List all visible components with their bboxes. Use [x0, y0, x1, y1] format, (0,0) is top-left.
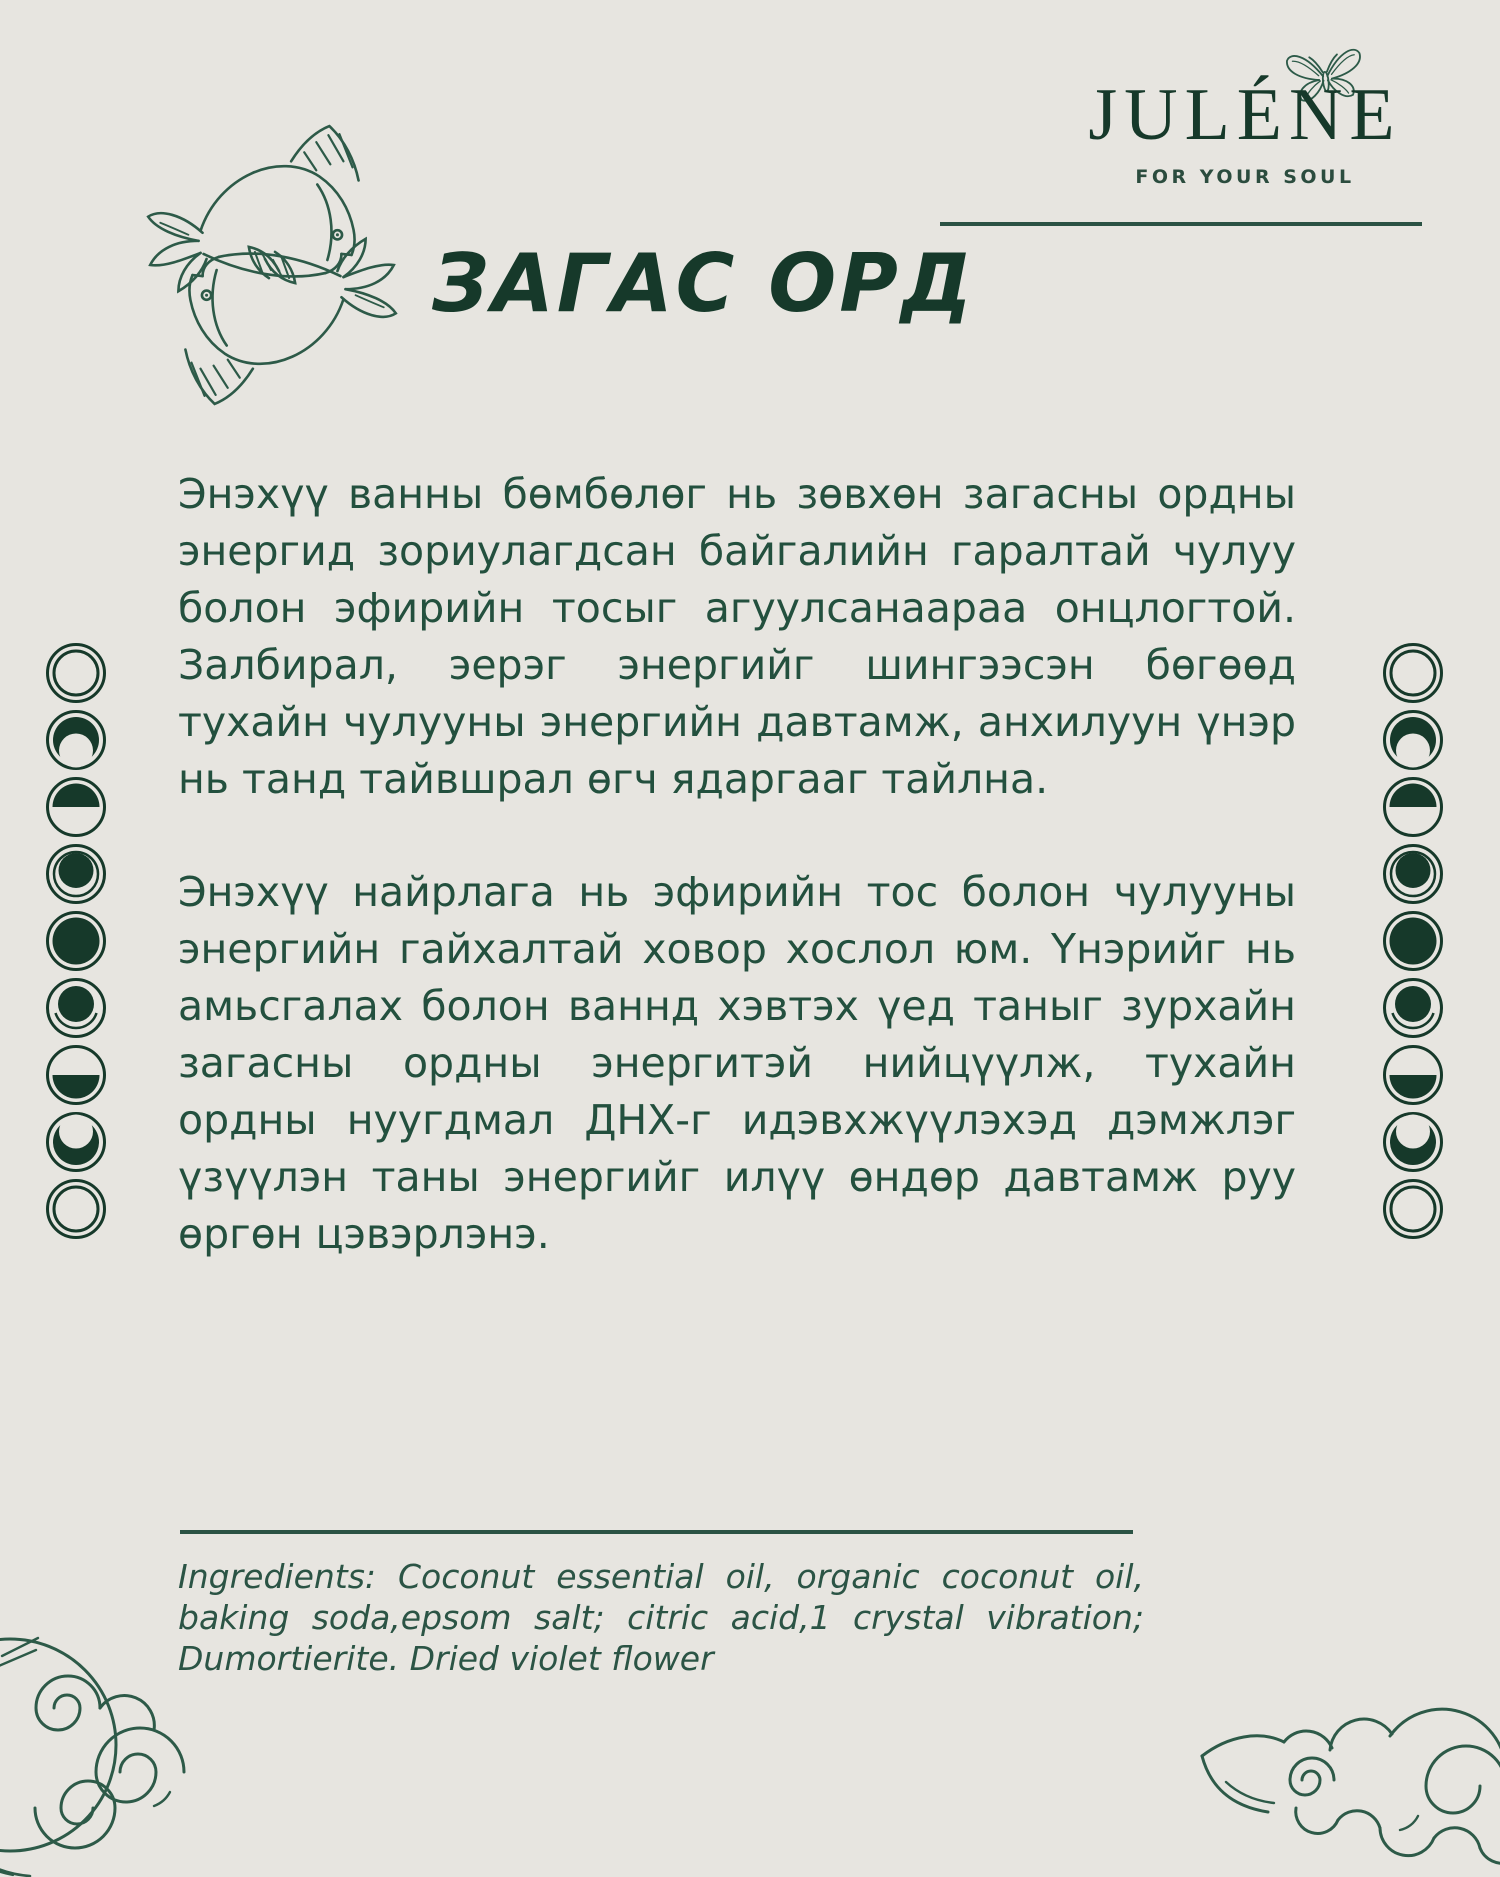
new-moon-icon — [45, 642, 107, 704]
description-paragraph-2: Энэхүү найрлага нь эфирийн тос болон чулууны энергийн гайхалтай ховор хослол юм. Үнэрийг нь амьсгалах болон ваннд хэвтэх үед таныг зурхайн загасны ордны энергитэй нийцүүлж, тухайн ордны нуугдмал ДНХ-г идэвхжүүлэхэд дэмжлэг үзүүлэн таны энергийг илүү өндөр давтамж руу өргөн цэвэрлэнэ. — [178, 868, 1296, 1258]
description-paragraph-1: Энэхүү ванны бөмбөлөг нь зөвхөн загасны ордны энергид зориулагдсан байгалийн гаралтай чулуу болон эфирийн тосыг агуулсанаараа онцлогтой. Залбирал, эерэг энергийг шингээсэн бөгөөд тухайн чулууны энергийн давтамж, анхилуун үнэр нь танд тайвшрал өгч ядаргааг тайлна. — [178, 470, 1296, 803]
full-moon-icon — [45, 910, 107, 972]
waxing-gibbous-icon — [1382, 843, 1444, 905]
first-quarter-icon — [45, 776, 107, 838]
brand-logo-text: JULÉNE — [1088, 74, 1402, 156]
description-text — [178, 466, 1296, 1263]
pisces-fish-illustration — [146, 112, 398, 414]
waning-gibbous-icon — [45, 977, 107, 1039]
brand-tagline: FOR YOUR SOUL — [1135, 166, 1355, 188]
full-moon-icon — [1382, 910, 1444, 972]
waning-gibbous-icon — [1382, 977, 1444, 1039]
new-moon-icon — [1382, 1178, 1444, 1240]
waning-crescent-icon — [1382, 1111, 1444, 1173]
header-divider — [940, 222, 1422, 226]
first-quarter-icon — [1382, 776, 1444, 838]
ingredients-text: Ingredients: Coconut essential oil, organic coconut oil, baking soda,epsom salt; citric acid,1 crystal vibration; Dumortierite. Dried violet flower — [178, 1557, 1144, 1678]
moon-phase-column-right — [1382, 642, 1444, 1245]
third-quarter-icon — [45, 1044, 107, 1106]
cloud-ornament-right-icon — [1180, 1658, 1500, 1877]
ingredients-divider — [180, 1530, 1133, 1534]
brand-logo — [1060, 74, 1430, 188]
new-moon-icon — [1382, 642, 1444, 704]
new-moon-icon — [45, 1178, 107, 1240]
page-title: ЗАГАС ОРД — [432, 237, 976, 330]
third-quarter-icon — [1382, 1044, 1444, 1106]
moon-phase-column-left — [45, 642, 107, 1245]
waxing-crescent-icon — [1382, 709, 1444, 771]
waning-crescent-icon — [45, 1111, 107, 1173]
cloud-ornament-left-icon — [0, 1610, 188, 1877]
waxing-crescent-icon — [45, 709, 107, 771]
waxing-gibbous-icon — [45, 843, 107, 905]
